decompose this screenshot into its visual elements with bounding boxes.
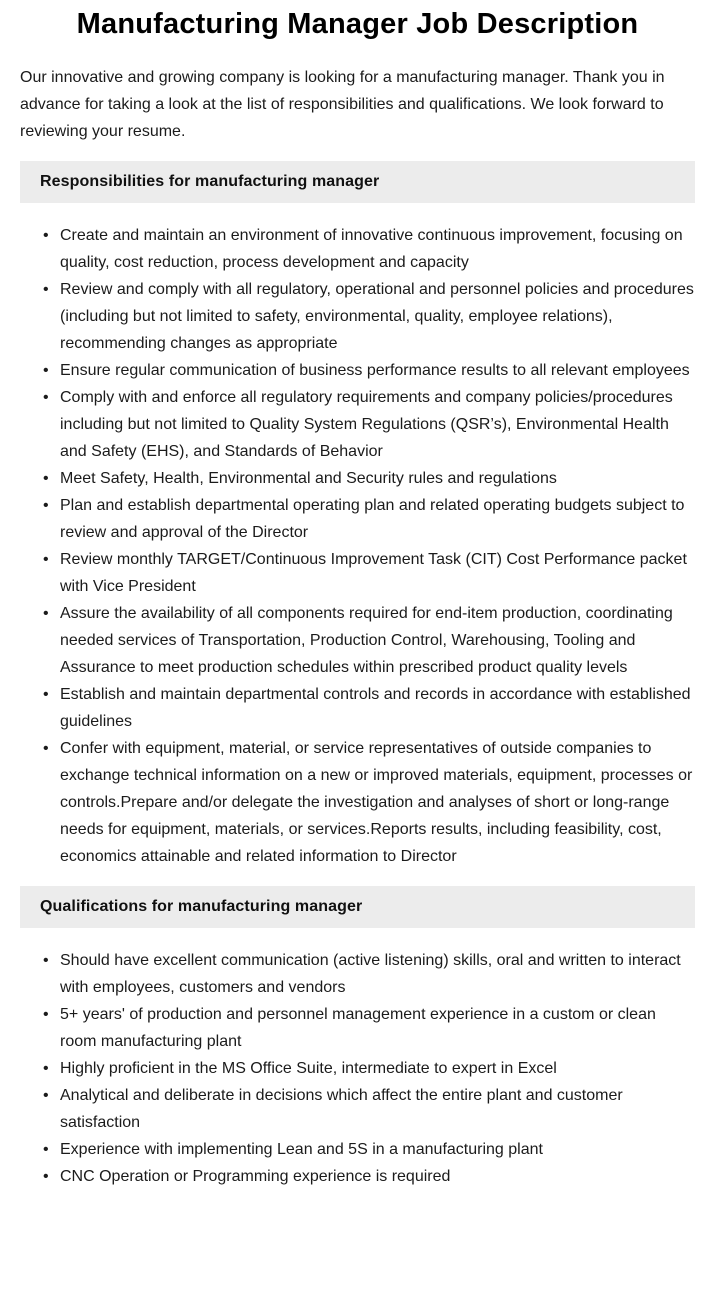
list-item: • Confer with equipment, material, or service representatives of outside companies to exchange technical information on a new or improved materials, equipment, processes or controls.Prepare and/or delegate the investigation and analyses of short or long-range needs for equipment, materials, or services.Reports results, including feasibility, cost, economics attainable and related information to Director — [60, 735, 695, 870]
list-item: • Assure the availability of all components required for end-item production, coordinating needed services of Transportation, Production Control, Warehousing, Tooling and Assurance to meet production schedules within prescribed product quality levels — [60, 600, 695, 681]
responsibilities-list — [20, 222, 695, 870]
list-item: • Experience with implementing Lean and 5S in a manufacturing plant — [60, 1136, 695, 1163]
intro-paragraph: Our innovative and growing company is looking for a manufacturing manager. Thank you in advance for taking a look at the list of responsibilities and qualifications. We look forward to reviewing your resume. — [20, 69, 665, 140]
list-item: • Highly proficient in the MS Office Suite, intermediate to expert in Excel — [60, 1055, 695, 1082]
list-item: • Meet Safety, Health, Environmental and Security rules and regulations — [60, 465, 695, 492]
qualifications-header-bar — [20, 886, 695, 928]
list-item: • Establish and maintain departmental controls and records in accordance with established guidelines — [60, 681, 695, 735]
list-item: • CNC Operation or Programming experience is required — [60, 1163, 695, 1190]
list-item: • Plan and establish departmental operating plan and related operating budgets subject to review and approval of the Director — [60, 492, 695, 546]
qualifications-section — [20, 886, 695, 1190]
list-item: • 5+ years' of production and personnel management experience in a custom or clean room manufacturing plant — [60, 1001, 695, 1055]
list-item: • Ensure regular communication of business performance results to all relevant employees — [60, 357, 695, 384]
list-item: • Review and comply with all regulatory, operational and personnel policies and procedures (including but not limited to safety, environmental, quality, employee relations), recommending changes as appropriate — [60, 276, 695, 357]
page-title: Manufacturing Manager Job Description — [76, 8, 639, 40]
responsibilities-header-bar — [20, 161, 695, 203]
list-item: • Review monthly TARGET/Continuous Improvement Task (CIT) Cost Performance packet with Vice President — [60, 546, 695, 600]
qualifications-list — [20, 947, 695, 1190]
list-item: • Should have excellent communication (active listening) skills, oral and written to interact with employees, customers and vendors — [60, 947, 695, 1001]
list-item: • Comply with and enforce all regulatory requirements and company policies/procedures including but not limited to Quality System Regulations (QSR’s), Environmental Health and Safety (EHS), and Standards of Behavior — [60, 384, 695, 465]
responsibilities-section — [20, 161, 695, 870]
responsibilities-heading: Responsibilities for manufacturing manager — [40, 173, 380, 190]
list-item: • Analytical and deliberate in decisions which affect the entire plant and customer satisfaction — [60, 1082, 695, 1136]
list-item: • Create and maintain an environment of innovative continuous improvement, focusing on quality, cost reduction, process development and capacity — [60, 222, 695, 276]
qualifications-heading: Qualifications for manufacturing manager — [40, 898, 363, 915]
